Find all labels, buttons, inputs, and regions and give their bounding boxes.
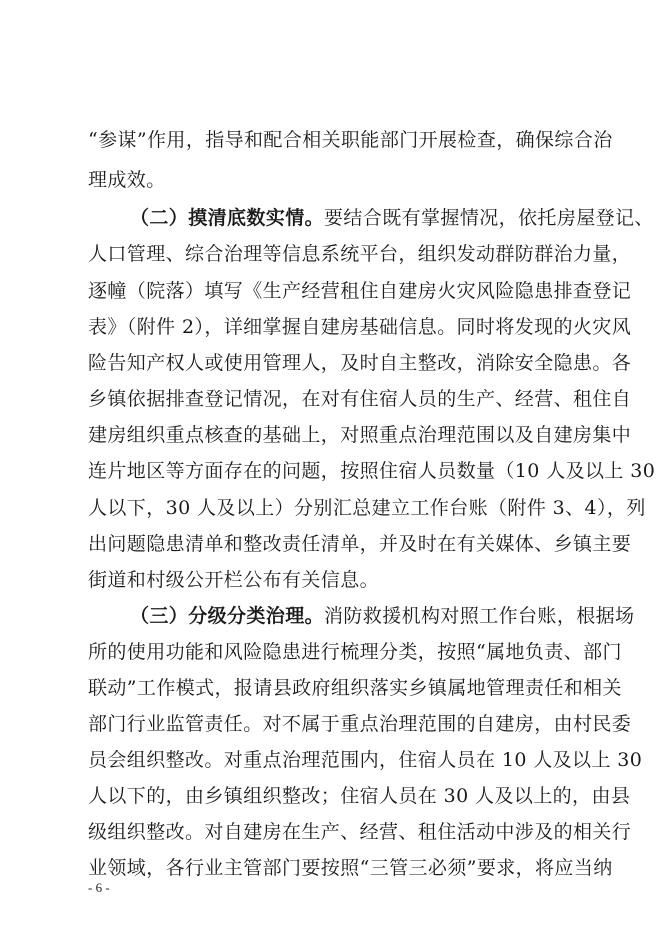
body-line: 业领域，各行业主管部门要按照“三管三必须”要求，将应当纳 bbox=[88, 857, 613, 879]
body-line: 表》（附件 2），详细掌握自建房基础信息。同时将发现的火灾风 bbox=[88, 316, 632, 338]
body-line: 街道和村级公开栏公布有关信息。 bbox=[88, 569, 380, 591]
body-line: 乡镇依据排查登记情况，在对有住宿人员的生产、经营、租住自 bbox=[88, 388, 632, 410]
body-line: 联动”工作模式，报请县政府组织落实乡镇属地管理责任和相关 bbox=[88, 677, 622, 699]
body-line: 人口管理、综合治理等信息系统平台，组织发动群防群治力量， bbox=[88, 243, 632, 265]
body-line: 人以下，30 人及以上）分别汇总建立工作台账（附件 3、4），列 bbox=[88, 497, 646, 519]
body-line: 理成效。 bbox=[88, 169, 166, 191]
section-heading-3: （三）分级分类治理。 bbox=[130, 605, 325, 627]
body-line: “参谋”作用，指导和配合相关职能部门开展检查，确保综合治 bbox=[88, 129, 613, 151]
body-line: 出问题隐患清单和整改责任清单，并及时在有关媒体、乡镇主要 bbox=[88, 533, 632, 555]
body-line: 连片地区等方面存在的问题，按照住宿人员数量（10 人及以上 30 bbox=[88, 460, 656, 482]
body-line: 所的使用功能和风险隐患进行梳理分类，按照“属地负责、部门 bbox=[88, 641, 622, 663]
body-line: 建房组织重点核查的基础上，对照重点治理范围以及自建房集中 bbox=[88, 424, 632, 446]
section-heading-line: （二）摸清底数实情。要结合既有掌握情况，依托房屋登记、 bbox=[130, 207, 654, 229]
section-heading-line: （三）分级分类治理。消防救援机构对照工作台账，根据场 bbox=[130, 605, 635, 627]
body-line: 人以下的，由乡镇组织整改；住宿人员在 30 人及以上的，由县 bbox=[88, 785, 631, 807]
body-line: 级组织整改。对自建房在生产、经营、租住活动中涉及的相关行 bbox=[88, 821, 632, 843]
body-line: 部门行业监管责任。对不属于重点治理范围的自建房，由村民委 bbox=[88, 713, 632, 735]
page-number: - 6 - bbox=[88, 880, 110, 895]
body-line: 逐幢（院落）填写《生产经营租住自建房火灾风险隐患排查登记 bbox=[88, 280, 632, 302]
section-heading-2: （二）摸清底数实情。 bbox=[130, 207, 325, 229]
body-line: 险告知产权人或使用管理人，及时自主整改，消除安全隐患。各 bbox=[88, 352, 632, 374]
body-line: 员会组织整改。对重点治理范围内，住宿人员在 10 人及以上 30 bbox=[88, 749, 643, 771]
